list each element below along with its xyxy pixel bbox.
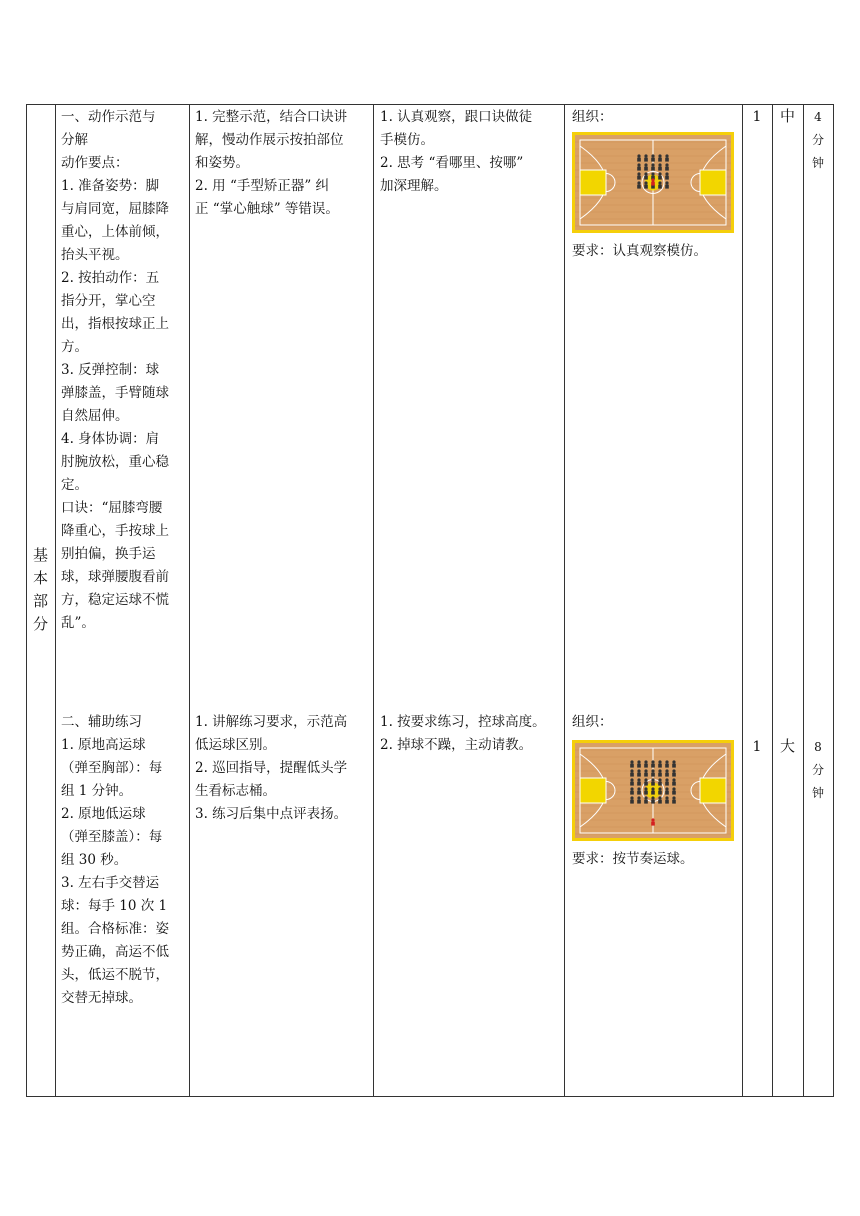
student-marker-body (665, 791, 669, 795)
student-marker-body (630, 800, 634, 804)
content-line: 抬头平视。 (61, 247, 129, 263)
student-marker (658, 778, 661, 781)
duration-part: 钟 (811, 156, 824, 170)
student-marker-body (665, 158, 669, 162)
table-top-border (26, 104, 834, 105)
content-line: 4. 身体协调：肩 (61, 431, 160, 447)
student-marker (658, 181, 661, 184)
student-marker (630, 760, 633, 763)
content-line: 3. 反弹控制：球 (61, 362, 160, 378)
student-marker (651, 796, 654, 799)
student-marker-body (651, 782, 655, 786)
student-marker (651, 154, 654, 157)
content-line: 指分开，掌心空 (61, 293, 156, 309)
student-marker (672, 787, 675, 790)
content-line: 出，指根按球正上 (61, 316, 169, 332)
student-marker-body (665, 185, 669, 189)
student-marker-body (637, 773, 641, 777)
right-key (700, 778, 726, 803)
student-line: 2. 思考 “看哪里、按哪” (380, 155, 524, 171)
content-line: 1. 准备姿势：脚 (61, 178, 160, 194)
right-key (700, 170, 726, 195)
teacher-marker (651, 818, 654, 821)
content-line: 3. 左右手交替运 (61, 875, 160, 891)
student-marker (658, 796, 661, 799)
duration-part: 8 (814, 740, 822, 754)
student-marker-body (637, 185, 641, 189)
student-marker (630, 787, 633, 790)
col-border-5 (742, 104, 743, 1097)
student-marker (665, 172, 668, 175)
teacher-marker-body (651, 182, 655, 186)
row2-organization (572, 711, 738, 734)
student-marker-body (644, 791, 648, 795)
content-line: 降重心，手按球上 (61, 523, 169, 539)
student-marker (630, 778, 633, 781)
row1-intensity: 中 (779, 107, 795, 125)
student-marker-body (658, 176, 662, 180)
student-marker-body (658, 158, 662, 162)
content-line: 重心，上体前倾， (61, 224, 169, 240)
student-marker-body (658, 185, 662, 189)
court-diagram (572, 740, 734, 841)
student-marker (644, 787, 647, 790)
content-line: （弹至胸部）：每 (61, 760, 163, 776)
content-line: 二、辅助练习 (61, 714, 142, 730)
teacher-line: 2. 用 “手型矫正器” 纠 (195, 178, 330, 194)
row1-student (380, 106, 562, 198)
teacher-marker (651, 178, 654, 181)
content-line: 别拍偏，换手运 (61, 546, 156, 562)
student-marker (665, 778, 668, 781)
teacher-line: 2. 巡回指导，提醒低头学 (195, 760, 348, 776)
student-marker (644, 172, 647, 175)
student-marker (658, 172, 661, 175)
student-marker (658, 760, 661, 763)
student-marker (630, 769, 633, 772)
student-marker-body (672, 791, 676, 795)
student-marker (665, 163, 668, 166)
student-marker-body (665, 176, 669, 180)
student-marker (665, 181, 668, 184)
content-line: 与肩同宽，屈膝降 (61, 201, 169, 217)
student-marker (637, 760, 640, 763)
student-marker-body (658, 773, 662, 777)
col-border-4 (564, 104, 565, 1097)
student-marker (637, 769, 640, 772)
teacher-line: 3. 练习后集中点评表扬。 (195, 806, 348, 822)
content-line: 组 1 分钟。 (61, 783, 133, 799)
student-marker (651, 163, 654, 166)
student-marker-body (658, 791, 662, 795)
student-marker (672, 760, 675, 763)
student-marker-body (644, 782, 648, 786)
content-line: 2. 按拍动作：五 (61, 270, 160, 286)
col-border-8 (833, 104, 834, 1097)
student-marker (644, 181, 647, 184)
row1-requirement (572, 240, 738, 263)
teacher-line: 正 “掌心触球” 等错误。 (195, 201, 339, 217)
student-marker-body (630, 773, 634, 777)
student-marker (651, 769, 654, 772)
student-marker (665, 760, 668, 763)
student-marker-body (651, 773, 655, 777)
student-marker-body (644, 167, 648, 171)
row1-duration (803, 106, 833, 175)
row2-times: 1 (752, 739, 762, 755)
col-border-6 (772, 104, 773, 1097)
content-line: 方。 (61, 339, 88, 355)
duration-part: 钟 (811, 786, 824, 800)
content-line: 一、动作示范与 (61, 109, 156, 125)
content-line: 势正确，高运不低 (61, 944, 169, 960)
content-line: 肘腕放松，重心稳 (61, 454, 169, 470)
content-line: 弹膝盖，手臂随球 (61, 385, 169, 401)
student-marker-body (637, 167, 641, 171)
duration-part: 4 (814, 110, 822, 124)
student-marker (637, 181, 640, 184)
student-marker (644, 769, 647, 772)
row2-content (61, 711, 187, 1010)
student-marker-body (651, 167, 655, 171)
row2-student (380, 711, 562, 757)
student-marker (658, 154, 661, 157)
col-border-7 (803, 104, 804, 1097)
student-line: 加深理解。 (380, 178, 448, 194)
student-marker (630, 796, 633, 799)
student-marker (651, 787, 654, 790)
table-bottom-border (26, 1096, 834, 1097)
student-marker (658, 163, 661, 166)
student-marker (637, 172, 640, 175)
content-line: 2. 原地低运球 (61, 806, 146, 822)
left-key (580, 778, 606, 803)
requirement-text: 要求：按节奏运球。 (572, 851, 694, 867)
student-marker-body (644, 773, 648, 777)
student-marker-body (665, 773, 669, 777)
student-marker (644, 760, 647, 763)
student-line: 1. 按要求练习，控球高度。 (380, 714, 546, 730)
student-marker-body (644, 158, 648, 162)
student-marker (644, 154, 647, 157)
section-char: 分 (32, 615, 48, 633)
student-marker (644, 163, 647, 166)
student-marker-body (651, 158, 655, 162)
teacher-line: 生看标志桶。 (195, 783, 276, 799)
student-line: 手模仿。 (380, 132, 434, 148)
content-line: 球，球弹腰腹看前 (61, 569, 169, 585)
student-marker-body (644, 176, 648, 180)
row1-times: 1 (752, 109, 762, 125)
student-marker-body (658, 782, 662, 786)
court-diagram (572, 132, 734, 233)
col-border-1 (55, 104, 56, 1097)
content-line: 动作要点： (61, 155, 129, 171)
student-marker-body (651, 791, 655, 795)
student-marker (651, 172, 654, 175)
row1-teacher (195, 106, 371, 221)
teacher-marker-body (651, 822, 655, 826)
left-key (580, 170, 606, 195)
student-marker (651, 760, 654, 763)
student-marker (637, 796, 640, 799)
student-marker-body (665, 800, 669, 804)
org-label: 组织： (572, 109, 613, 125)
student-marker-body (658, 167, 662, 171)
student-marker (658, 769, 661, 772)
student-marker-body (651, 800, 655, 804)
student-marker-body (637, 158, 641, 162)
student-marker-body (658, 800, 662, 804)
row1-content (61, 106, 187, 635)
duration-part: 分 (811, 763, 824, 777)
student-marker (672, 796, 675, 799)
content-line: （弹至膝盖）：每 (61, 829, 163, 845)
student-marker (644, 778, 647, 781)
content-line: 头，低运不脱节， (61, 967, 169, 983)
content-line: 1. 原地高运球 (61, 737, 146, 753)
teacher-line: 1. 完整示范，结合口诀讲 (195, 109, 348, 125)
content-line: 组。合格标准：姿 (61, 921, 169, 937)
student-marker (644, 796, 647, 799)
section-char: 部 (32, 592, 48, 610)
student-marker-body (665, 782, 669, 786)
student-marker-body (630, 782, 634, 786)
student-marker-body (672, 773, 676, 777)
student-marker (637, 163, 640, 166)
student-marker (637, 778, 640, 781)
student-line: 1. 认真观察，跟口诀做徒 (380, 109, 533, 125)
student-marker (637, 154, 640, 157)
student-marker-body (672, 782, 676, 786)
student-marker-body (651, 764, 655, 768)
student-marker (665, 787, 668, 790)
content-line: 口诀：“屈膝弯腰 (61, 500, 163, 516)
student-marker (658, 787, 661, 790)
student-marker-body (665, 764, 669, 768)
content-line: 方，稳定运球不慌 (61, 592, 169, 608)
duration-part: 分 (811, 133, 824, 147)
content-line: 自然屈伸。 (61, 408, 129, 424)
student-marker-body (665, 167, 669, 171)
section-char: 本 (32, 569, 48, 587)
student-marker-body (658, 764, 662, 768)
student-marker-body (637, 791, 641, 795)
student-marker-body (644, 185, 648, 189)
section-label (26, 544, 55, 636)
teacher-line: 1. 讲解练习要求，示范高 (195, 714, 348, 730)
student-marker (665, 154, 668, 157)
content-line: 交替无掉球。 (61, 990, 142, 1006)
lesson-plan-table (26, 104, 834, 1097)
content-line: 球：每手 10 次 1 (61, 898, 168, 914)
student-marker-body (672, 764, 676, 768)
content-line: 组 30 秒。 (61, 852, 128, 868)
student-marker-body (637, 782, 641, 786)
student-marker (672, 769, 675, 772)
content-line: 定。 (61, 477, 88, 493)
student-marker-body (630, 791, 634, 795)
student-marker-body (637, 176, 641, 180)
student-marker-body (672, 800, 676, 804)
requirement-text: 要求：认真观察模仿。 (572, 243, 707, 259)
student-marker-body (637, 764, 641, 768)
student-marker (672, 778, 675, 781)
student-marker-body (644, 800, 648, 804)
teacher-line: 解，慢动作展示按拍部位 (195, 132, 344, 148)
teacher-line: 低运球区别。 (195, 737, 276, 753)
col-border-3 (373, 104, 374, 1097)
student-marker-body (637, 800, 641, 804)
teacher-line: 和姿势。 (195, 155, 249, 171)
org-label: 组织： (572, 714, 613, 730)
row2-requirement (572, 848, 738, 871)
student-line: 2. 掉球不躁，主动请教。 (380, 737, 533, 753)
student-marker (637, 787, 640, 790)
student-marker-body (644, 764, 648, 768)
student-marker (651, 778, 654, 781)
col-border-2 (189, 104, 190, 1097)
row2-duration (803, 736, 833, 805)
student-marker-body (630, 764, 634, 768)
row1-organization (572, 106, 738, 129)
row2-intensity: 大 (779, 737, 795, 755)
content-line: 分解 (61, 132, 88, 148)
content-line: 乱”。 (61, 615, 95, 631)
student-marker (665, 769, 668, 772)
student-marker (665, 796, 668, 799)
section-char: 基 (32, 546, 48, 564)
row2-teacher (195, 711, 371, 826)
